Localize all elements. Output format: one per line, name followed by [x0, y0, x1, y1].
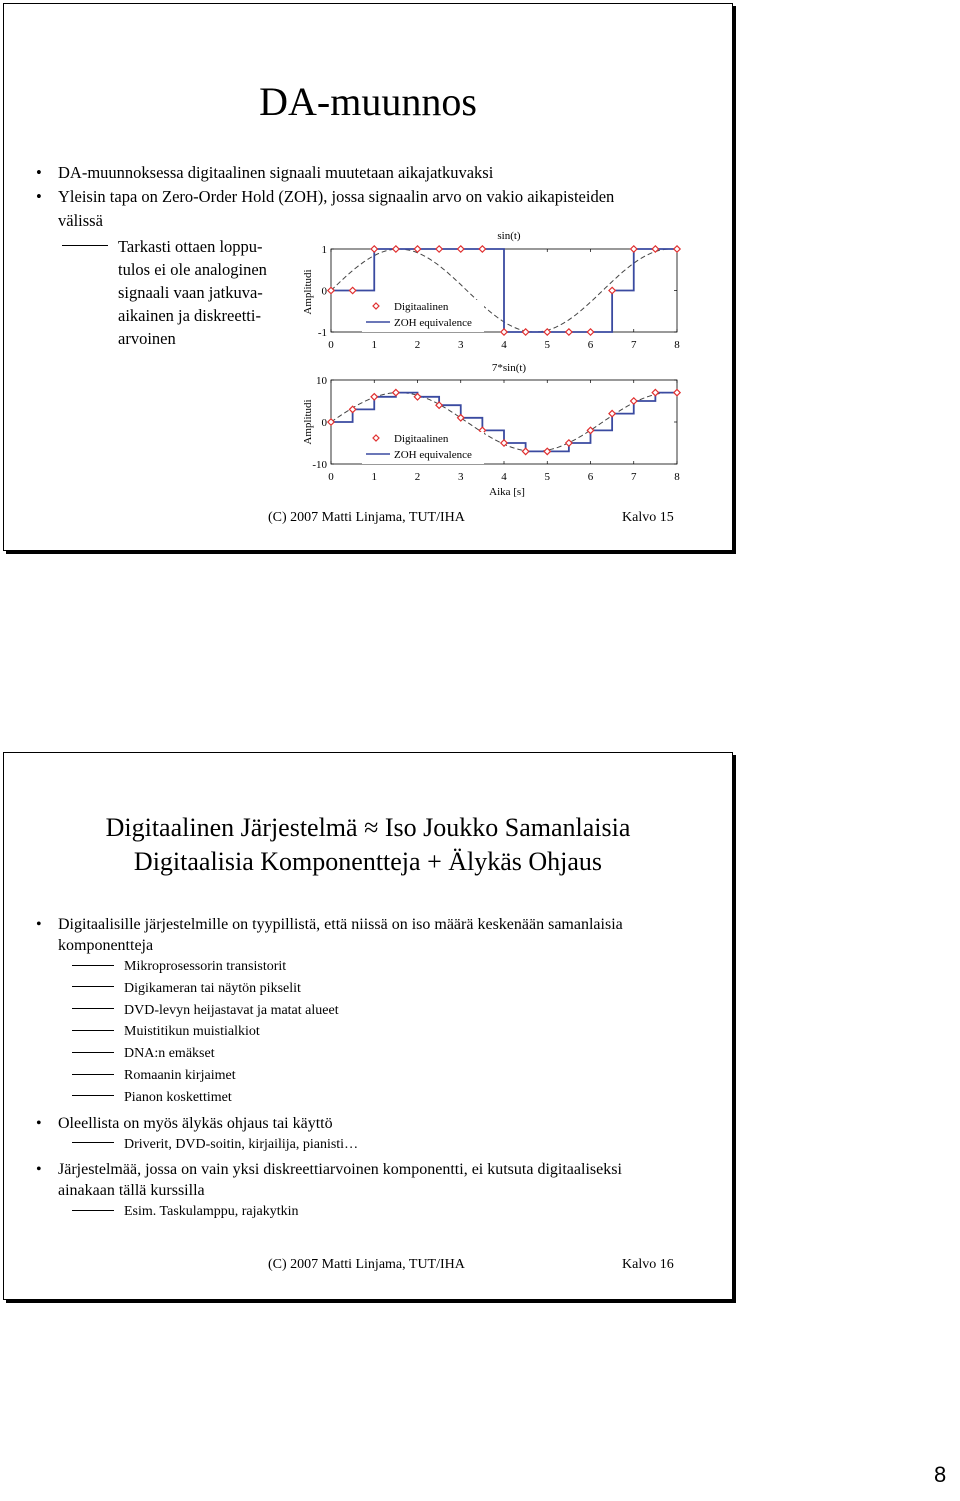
digital-sample-point [631, 246, 637, 252]
digital-sample-point [328, 419, 334, 425]
digital-sample-point [674, 246, 680, 252]
y-tick-label: 0 [321, 285, 327, 298]
sub-line: aikainen ja diskreetti- [118, 306, 261, 325]
digital-sample-point [566, 440, 572, 446]
x-axis-label: Aika [s] [489, 486, 525, 498]
slide-15 [3, 3, 733, 551]
footer-slide-number: Kalvo 15 [622, 510, 674, 525]
digital-sample-point [371, 394, 377, 400]
legend-label: ZOH equivalence [394, 317, 472, 329]
y-tick-label: 1 [321, 244, 327, 256]
digital-sample-point [522, 448, 528, 454]
x-tick-label: 3 [458, 339, 464, 351]
x-tick-label: 0 [328, 471, 334, 483]
legend-label: Digitaalinen [394, 301, 449, 313]
x-tick-label: 7 [631, 339, 637, 351]
legend-label: Digitaalinen [394, 433, 449, 445]
bullet-item: • Oleellista on myös älykäs ohjaus tai käyttö [14, 1113, 674, 1134]
x-tick-label: 8 [674, 339, 680, 351]
y-axis-label: Amplitudi [302, 399, 314, 445]
digital-sample-point [674, 389, 680, 395]
zoh-charts [4, 4, 734, 552]
legend-label: ZOH equivalence [394, 449, 472, 461]
sub-bullet-item: DNA:n emäkset [14, 1043, 674, 1065]
slide-title [34, 811, 702, 879]
x-tick-label: 2 [414, 339, 421, 351]
footer-slide-number: Kalvo 16 [622, 1257, 674, 1272]
page-number: 8 [934, 1462, 947, 1487]
digital-sample-point [652, 389, 658, 395]
sub-bullet-item: Esim. Taskulamppu, rajakytkin [14, 1201, 674, 1223]
digital-sample-point [609, 287, 615, 293]
sub-line: signaali vaan jatkuva- [118, 283, 263, 302]
digital-sample-point [458, 415, 464, 421]
x-tick-label: 8 [674, 471, 680, 483]
title-line-2: Digitaalisia Komponentteja + Älykäs Ohjaus [133, 847, 603, 876]
digital-sample-point [371, 246, 377, 252]
digital-sample-point [501, 329, 507, 335]
digital-sample-point [587, 427, 593, 433]
title-part: Iso Joukko Samanlaisia [384, 813, 631, 842]
chart-title: sin(t) [497, 230, 521, 242]
sub-bullet-item: DVD-levyn heijastavat ja matat alueet [14, 1000, 674, 1022]
digital-sample-point [349, 406, 355, 412]
y-tick-label: -1 [317, 327, 327, 339]
approx-symbol: ≈ [364, 813, 379, 842]
sub-bullet-item: Digikameran tai näytön pikselit [14, 978, 674, 1000]
digital-sample-point [414, 246, 420, 252]
x-tick-label: 4 [501, 471, 507, 483]
chart-title: 7*sin(t) [491, 362, 527, 374]
y-tick-label: 0 [321, 417, 327, 429]
digital-sample-point [609, 410, 615, 416]
digital-sample-point [544, 448, 550, 454]
digital-sample-point [631, 398, 637, 404]
y-tick-label: 10 [316, 375, 327, 387]
bullet-list [14, 910, 674, 1223]
digital-sample-point [458, 246, 464, 252]
title-part: Digitaalinen Järjestelmä [105, 813, 358, 842]
y-tick-label: -10 [312, 459, 327, 471]
digital-sample-point [393, 389, 399, 395]
x-tick-label: 5 [544, 339, 550, 351]
digital-sample-point [587, 329, 593, 335]
footer-copyright: (C) 2007 Matti Linjama, TUT/IHA [268, 1257, 465, 1272]
sub-line: tulos ei ole analoginen [118, 260, 267, 279]
sub-bullet-item: Driverit, DVD-soitin, kirjailija, pianisti… [14, 1134, 674, 1156]
x-tick-label: 1 [371, 471, 377, 483]
digital-sample-point [566, 329, 572, 335]
sub-bullet-item: Romaanin kirjaimet [14, 1065, 674, 1087]
bullet-item: • Järjestelmää, jossa on vain yksi diskreettiarvoinen komponentti, ei kutsuta digitaaliseksi ainakaan tällä kurssilla [14, 1159, 658, 1201]
digital-sample-point [479, 246, 485, 252]
x-tick-label: 7 [631, 471, 637, 483]
y-axis-label: Amplitudi [302, 269, 314, 315]
sub-bullet-item: Pianon koskettimet [14, 1087, 674, 1109]
x-tick-label: 3 [458, 471, 464, 483]
bullet-item: • Digitaalisille järjestelmille on tyypillistä, että niissä on iso määrä keskenään samanlaisia komponentteja [14, 914, 638, 956]
sub-bullet-item: Mikroprosessorin transistorit [14, 956, 674, 978]
slide-16 [3, 752, 733, 1300]
slide-title: DA-muunnos [259, 79, 477, 124]
x-tick-label: 1 [371, 339, 377, 351]
digital-sample-point [522, 329, 528, 335]
sub-bullet-item: Muistitikun muistialkiot [14, 1021, 674, 1043]
x-tick-label: 4 [501, 339, 507, 351]
x-tick-label: 2 [414, 471, 421, 483]
x-tick-label: 0 [328, 339, 334, 351]
x-tick-label: 6 [587, 471, 594, 483]
digital-sample-point [393, 246, 399, 252]
footer-copyright: (C) 2007 Matti Linjama, TUT/IHA [268, 510, 465, 525]
x-tick-label: 5 [544, 471, 550, 483]
digital-sample-point [349, 287, 355, 293]
sub-line: arvoinen [118, 329, 176, 348]
bullet-item: • Yleisin tapa on Zero-Order Hold (ZOH), jossa signaalin arvo on vakio aikapisteiden välissä [14, 185, 658, 233]
sub-line: Tarkasti ottaen loppu- [118, 237, 263, 256]
x-tick-label: 6 [587, 339, 594, 351]
bullet-item: • DA-muunnoksessa digitaalinen signaali muutetaan aikajatkuvaksi [14, 161, 674, 185]
digital-sample-point [436, 246, 442, 252]
